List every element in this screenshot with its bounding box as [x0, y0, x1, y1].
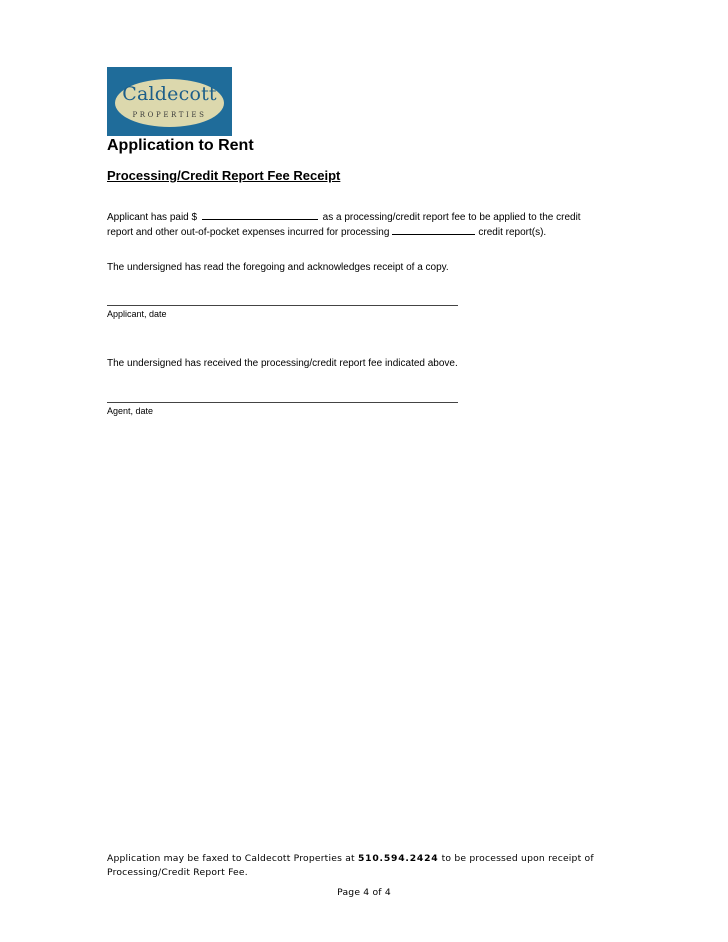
logo-name: Caldecott	[122, 83, 217, 105]
page-number: Page 4 of 4	[337, 887, 391, 898]
applicant-statement: The undersigned has read the foregoing and acknowledges receipt of a copy.	[107, 262, 449, 273]
payment-line-2-suffix: credit report(s).	[478, 227, 547, 238]
fax-instructions	[107, 852, 594, 880]
logo-subtitle: PROPERTIES	[132, 111, 207, 119]
payment-paragraph	[107, 210, 581, 240]
agent-signature-label: Agent, date	[107, 406, 154, 416]
applicant-signature-line[interactable]	[107, 305, 458, 306]
company-logo	[107, 67, 232, 136]
fax-number: 510.594.2424	[357, 853, 439, 864]
payment-line-1	[107, 210, 581, 225]
report-count-blank[interactable]	[392, 225, 475, 235]
payment-line-1-suffix: as a processing/credit report fee to be applied to the credit	[322, 212, 581, 223]
payment-line-2	[107, 225, 581, 240]
amount-blank[interactable]	[202, 210, 318, 220]
agent-signature-line[interactable]	[107, 402, 458, 403]
page-title: Application to Rent	[107, 137, 254, 154]
fax-instructions-line-2: Processing/Credit Report Fee.	[107, 867, 248, 878]
fax-suffix: to be processed upon receipt of	[441, 853, 594, 864]
fax-instructions-line-1	[107, 852, 594, 866]
fax-prefix: Application may be faxed to Caldecott Properties at	[107, 853, 355, 864]
agent-statement: The undersigned has received the processing/credit report fee indicated above.	[107, 358, 458, 369]
page-subtitle: Processing/Credit Report Fee Receipt	[107, 168, 341, 183]
applicant-signature-label: Applicant, date	[107, 309, 167, 319]
payment-line-2-prefix: report and other out-of-pocket expenses incurred for processing	[107, 227, 390, 238]
payment-line-1-prefix: Applicant has paid $	[107, 212, 198, 223]
